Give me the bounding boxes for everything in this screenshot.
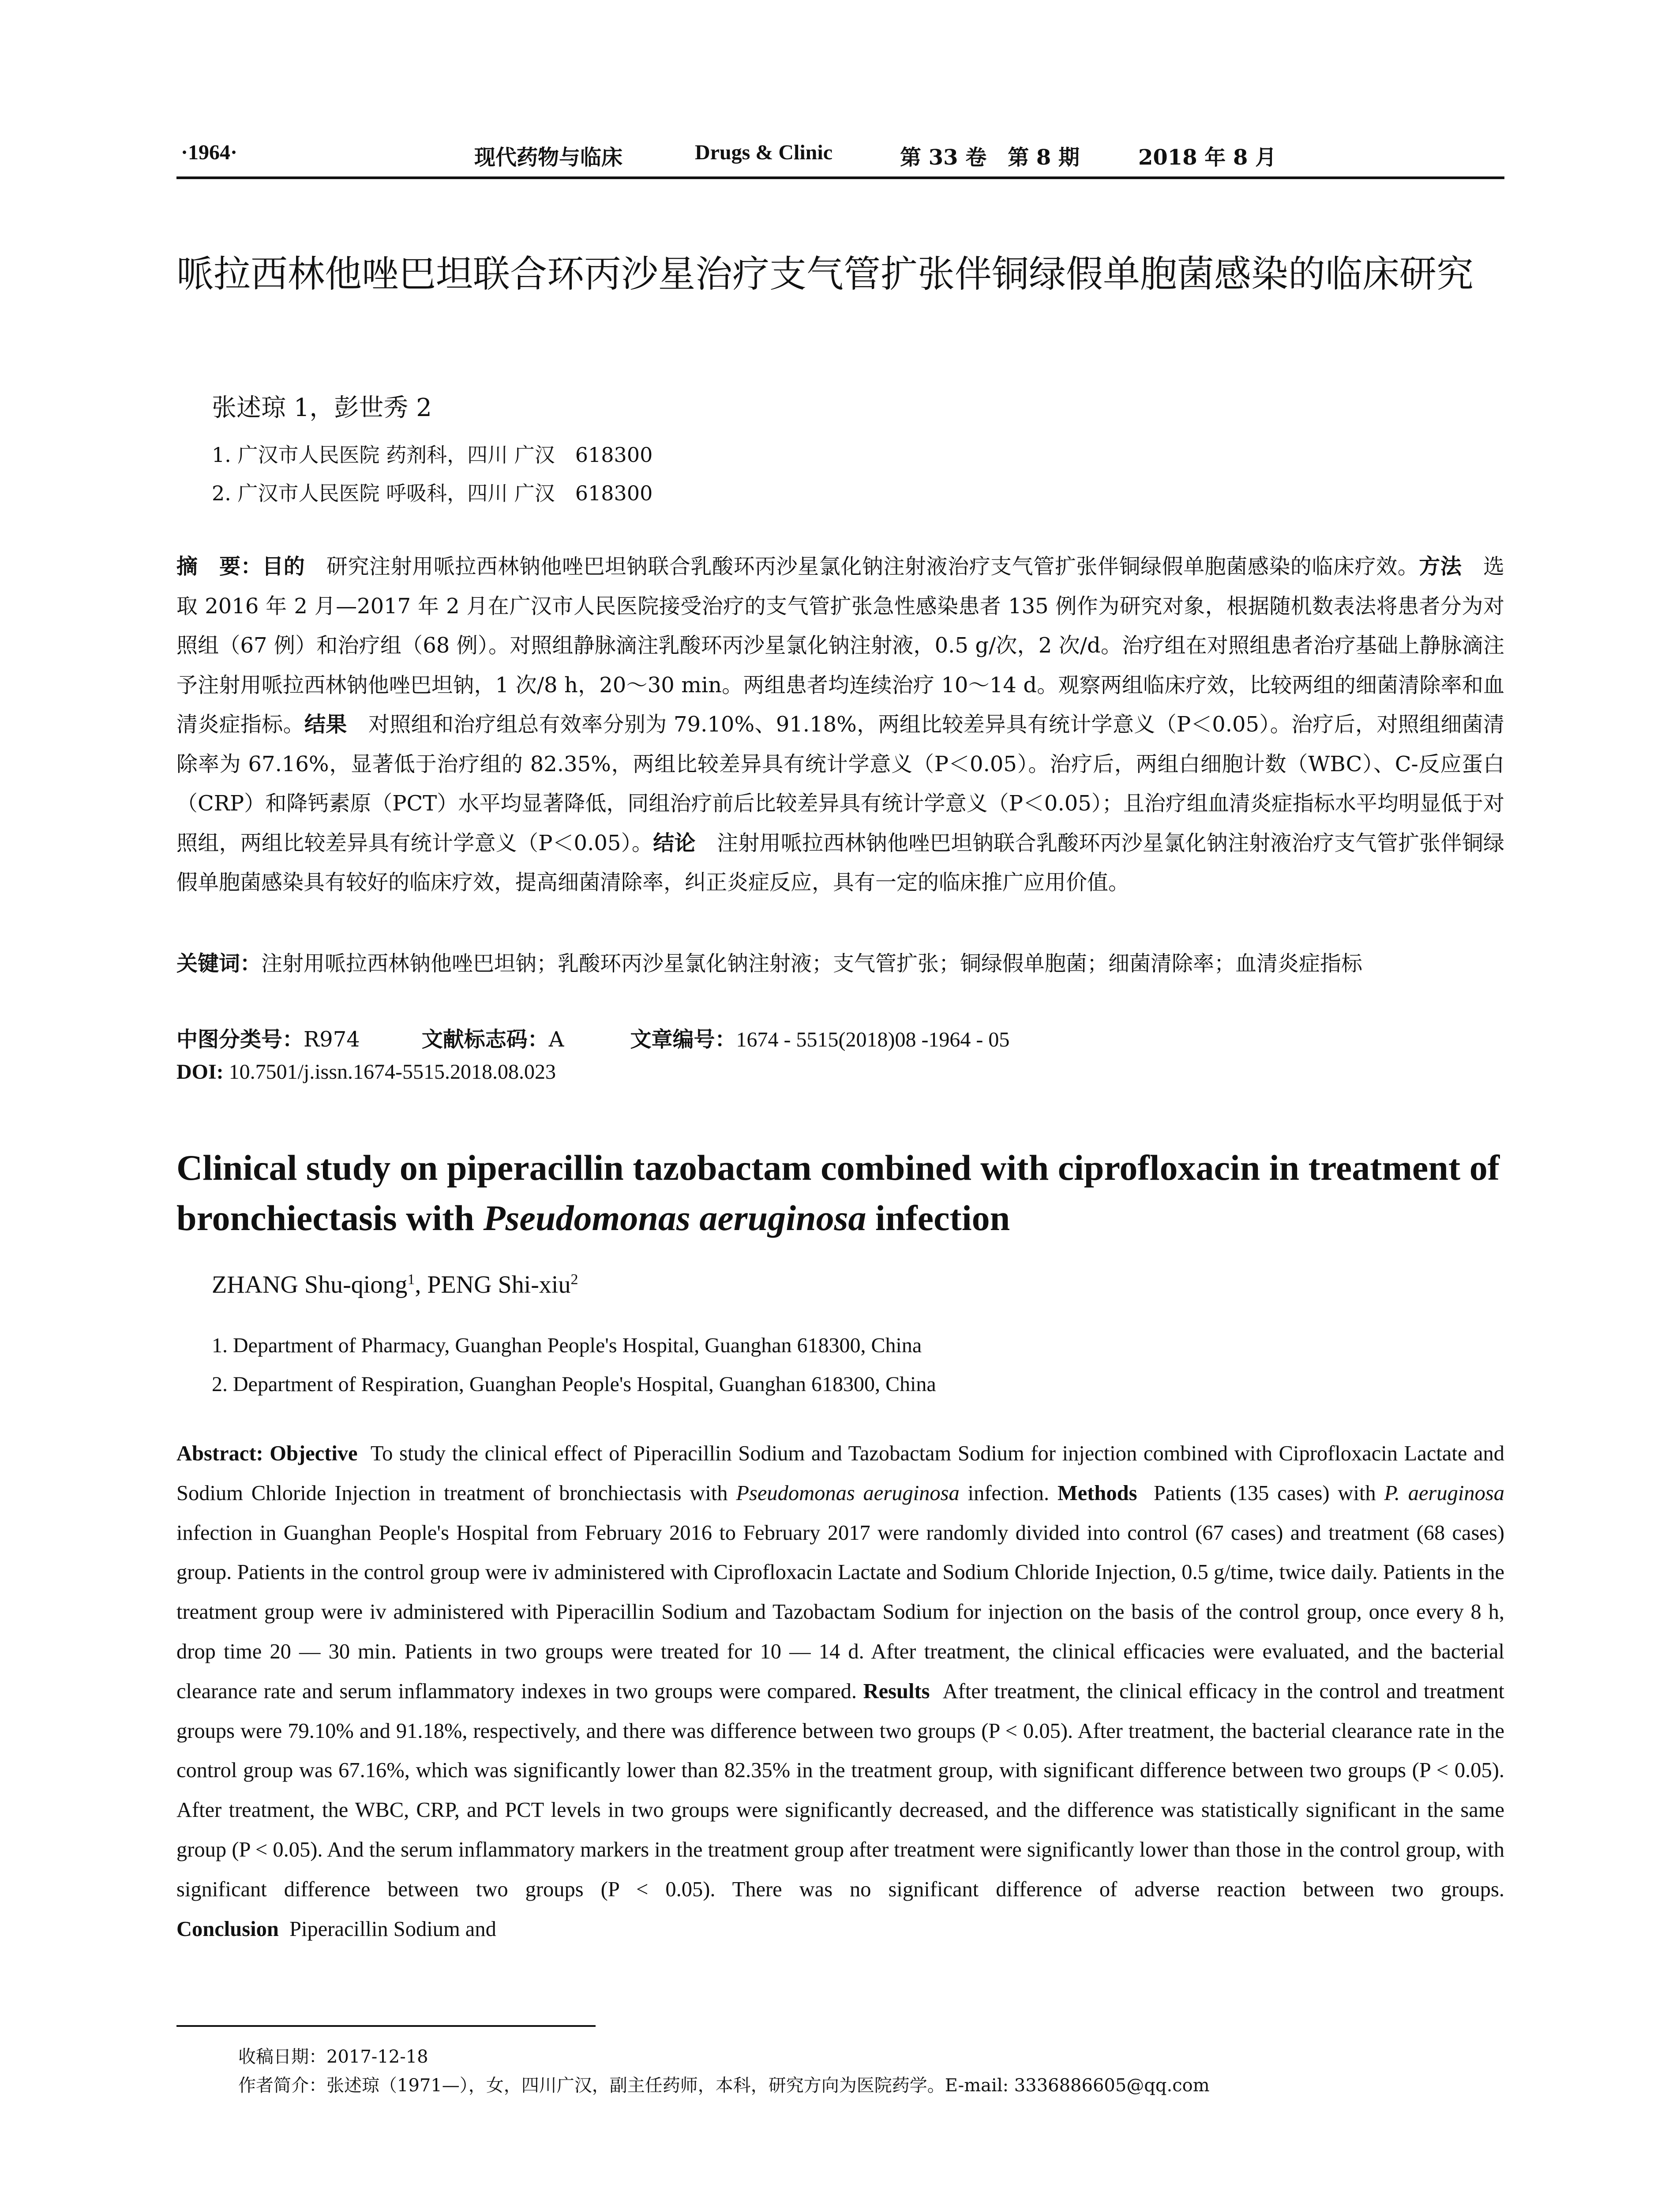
methods-en-label: Methods: [1057, 1481, 1137, 1505]
author-1-sup: 1: [407, 1271, 415, 1288]
author-2: PENG Shi-xiu: [427, 1271, 571, 1298]
authors-en: [212, 1271, 578, 1299]
objective-en-text-a: To study the clinical effect of Piperacillin Sodium and Tazobactam Sodium for injection combined with Ciprofloxacin Lactate and Sodium Chloride Injection in treatment of bronchiectasis with: [176, 1442, 1505, 1505]
article-title-en: [176, 1143, 1509, 1243]
volume-issue: 第 33 卷 第 8 期: [900, 145, 1080, 170]
clc-value: R974: [304, 1027, 360, 1052]
journal-name-cn: 现代药物与临床: [474, 145, 623, 170]
keywords-cn: [176, 944, 1504, 983]
doc-code-label: 文献标志码：: [421, 1027, 549, 1052]
author-2-sup: 2: [570, 1271, 578, 1288]
affiliation-en-1: 1. Department of Pharmacy, Guanghan People's Hospital, Guanghan 618300, China: [212, 1334, 922, 1357]
methods-en-text-b: infection in Guanghan People's Hospital from February 2016 to February 2017 were randomly divided into control (67 cases) and treatment (68 cases) group. Patients in the control group were iv administered with Ciprofloxacin Lactate and Sodium Chloride Injection, 0.5 g/time, twice daily. Patients in the treatment group were iv administered with Piperacillin Sodium and Tazobactam Sodium for injection on the basis of the control group, once every 8 h, drop time 20 — 30 min. Patients in two groups were treated for 10 — 14 d. After treatment, the clinical efficacies were evaluated, and the bacterial clearance rate and serum inflammatory indexes in two groups were compared.: [176, 1521, 1504, 1703]
methods-en-italic: P. aeruginosa: [1384, 1481, 1505, 1505]
doi-label: DOI:: [176, 1060, 224, 1084]
issue-date: 2018 年 8 月: [1138, 145, 1277, 170]
title-en-italic: Pseudomonas aeruginosa: [483, 1198, 866, 1238]
header-rule: [176, 176, 1504, 179]
classification-line: [176, 1022, 1009, 1053]
results-cn-text: 对照组和治疗组总有效率分别为 79.10%、91.18%，两组比较差异具有统计学意义（P＜0.05）。治疗后，对照组细菌清除率为 67.16%，显著低于治疗组的 82.35%，两组比较差异具有统计学意义（P＜0.05）。治疗后，两组白细胞计数（WBC）、C-反应蛋白（CRP）和降钙素原（PCT）水平均显著降低，同组治疗前后比较差异具有统计学意义（P＜0.05）；且治疗组血清炎症指标水平均明显低于对照组，两组比较差异具有统计学意义（P＜0.05）。: [176, 712, 1504, 855]
results-en-label: Results: [863, 1679, 930, 1703]
abstract-cn-label: 摘 要：: [176, 554, 262, 579]
journal-name-en: Drugs & Clinic: [695, 141, 832, 164]
abstract-en: [176, 1434, 1504, 1949]
clc-label: 中图分类号：: [176, 1027, 304, 1052]
doi-value: 10.7501/j.issn.1674-5515.2018.08.023: [229, 1060, 556, 1084]
doc-code-value: A: [548, 1027, 564, 1052]
affiliation-cn-1: 1. 广汉市人民医院 药剂科，四川 广汉 618300: [212, 443, 653, 467]
authors-cn: 张述琼 1，彭世秀 2: [212, 394, 432, 422]
methods-cn-label: 方法: [1419, 554, 1462, 579]
keywords-cn-label: 关键词：: [176, 951, 262, 976]
keywords-cn-text: 注射用哌拉西林钠他唑巴坦钠；乳酸环丙沙星氯化钠注射液；支气管扩张；铜绿假单胞菌；细菌清除率；血清炎症指标: [261, 951, 1363, 976]
author-sep: ,: [415, 1271, 428, 1298]
footnote-rule: [176, 2025, 596, 2027]
footnote-received: 收稿日期：2017-12-18: [238, 2047, 428, 2067]
author-1: ZHANG Shu-qiong: [212, 1271, 408, 1298]
conclusion-cn-label: 结论: [653, 830, 696, 855]
article-title-cn: 哌拉西林他唑巴坦联合环丙沙星治疗支气管扩张伴铜绿假单胞菌感染的临床研究: [176, 252, 1474, 296]
abstract-en-label: Abstract:: [176, 1442, 263, 1465]
methods-en-text-a: Patients (135 cases) with: [1154, 1481, 1384, 1505]
doi-line: [176, 1060, 556, 1084]
methods-cn-text: 选取 2016 年 2 月—2017 年 2 月在广汉市人民医院接受治疗的支气管扩张急性感染患者 135 例作为研究对象，根据随机数表法将患者分为对照组（67 例）和治疗组（68 例）。对照组静脉滴注乳酸环丙沙星氯化钠注射液，0.5 g/次，2 次/d。治疗组在对照组患者治疗基础上静脉滴注予注射用哌拉西林钠他唑巴坦钠，1 次/8 h，20～30 min。两组患者均连续治疗 10～14 d。观察两组临床疗效，比较两组的细菌清除率和血清炎症指标。: [176, 554, 1504, 737]
objective-en-label: Objective: [270, 1442, 358, 1465]
title-en-part1: Clinical study on piperacillin tazobactam combined with ciprofloxacin in treatment of bronchiectasis with: [176, 1148, 1500, 1238]
conclusion-en-text: Piperacillin Sodium and: [289, 1917, 496, 1941]
conclusion-en-label: Conclusion: [176, 1917, 279, 1941]
objective-en-italic: Pseudomonas aeruginosa: [736, 1481, 960, 1505]
conclusion-cn-text: 注射用哌拉西林钠他唑巴坦钠联合乳酸环丙沙星氯化钠注射液治疗支气管扩张伴铜绿假单胞菌感染具有较好的临床疗效，提高细菌清除率，纠正炎症反应，具有一定的临床推广应用价值。: [176, 830, 1504, 895]
page-number: ·1964·: [181, 141, 238, 164]
footnote-author-bio: 作者简介：张述琼（1971—），女，四川广汉，副主任药师，本科，研究方向为医院药学。E-mail: 3336886605@qq.com: [238, 2075, 1210, 2096]
objective-en-text-b: infection.: [959, 1481, 1050, 1505]
article-no-label: 文章编号：: [630, 1027, 736, 1052]
results-cn-label: 结果: [304, 712, 347, 737]
affiliation-en-2: 2. Department of Respiration, Guanghan People's Hospital, Guanghan 618300, China: [212, 1373, 936, 1396]
affiliation-cn-2: 2. 广汉市人民医院 呼吸科，四川 广汉 618300: [212, 481, 653, 505]
results-en-text: After treatment, the clinical efficacy in the control and treatment groups were 79.10% and 91.18%, respectively, and there was difference between two groups (P < 0.05). After treatment, the bacterial clearance rate in the control group was 67.16%, which was significantly lower than 82.35% in the treatment group, with significant difference between two groups (P < 0.05). After treatment, the WBC, CRP, and PCT levels in two groups were significantly decreased, and the difference was statistically significant in the same group (P < 0.05). And the serum inflammatory markers in the treatment group after treatment were significantly lower than those in the control group, with significant difference between two groups (P < 0.05). There was no significant difference of adverse reaction between two groups.: [176, 1679, 1504, 1901]
article-no-value: 1674 - 5515(2018)08 -1964 - 05: [736, 1028, 1010, 1051]
objective-cn-label: 目的: [262, 554, 305, 579]
abstract-cn: [176, 547, 1504, 903]
objective-cn-text: 研究注射用哌拉西林钠他唑巴坦钠联合乳酸环丙沙星氯化钠注射液治疗支气管扩张伴铜绿假单胞菌感染的临床疗效。: [326, 554, 1419, 579]
title-en-part2: infection: [866, 1198, 1010, 1238]
